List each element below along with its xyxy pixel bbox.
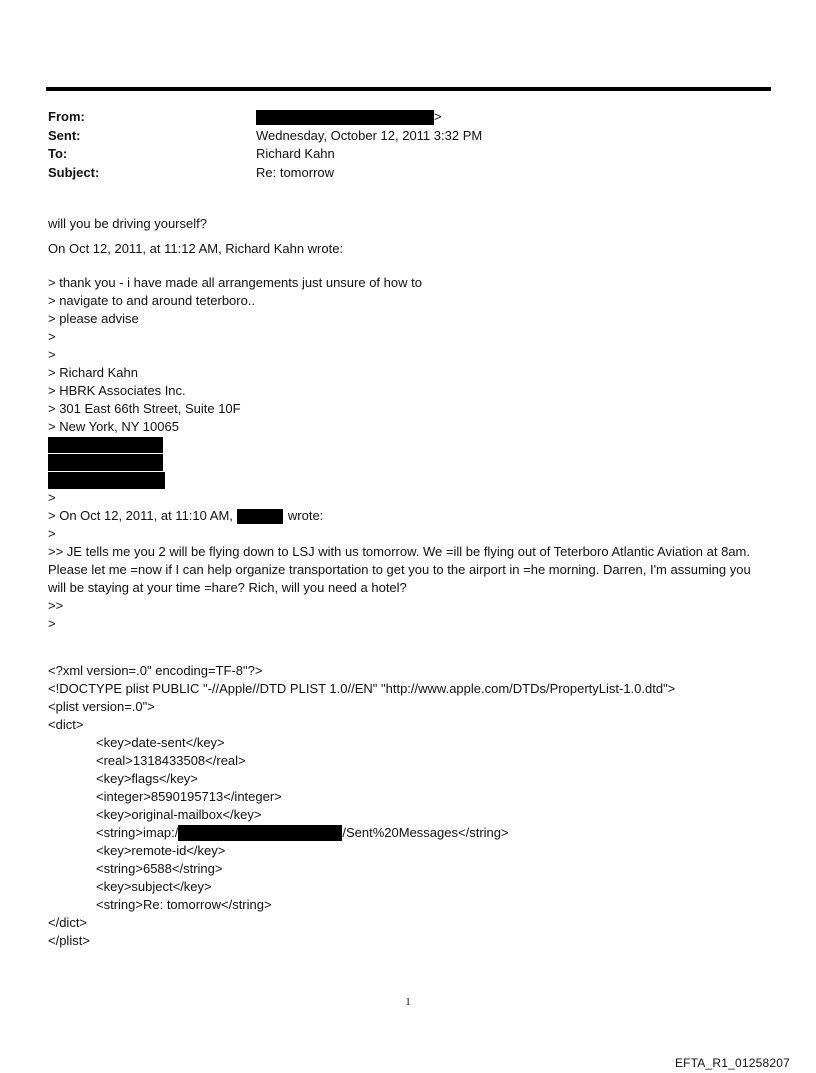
- redaction-block: [48, 437, 163, 453]
- plist-entry: <string>Re: tomorrow</string>: [96, 897, 272, 912]
- email-header: [48, 108, 748, 182]
- body-question: will you be driving yourself?: [48, 216, 207, 231]
- quote-line: > 301 East 66th Street, Suite 10F: [48, 401, 241, 416]
- plist-entry: <key>date-sent</key>: [96, 735, 225, 750]
- to-value: Richard Kahn: [256, 146, 335, 161]
- quote-line: > New York, NY 10065: [48, 419, 179, 434]
- plist-block: [48, 662, 768, 950]
- plist-close-tag: </plist>: [48, 933, 90, 948]
- sent-row: [48, 127, 748, 146]
- from-label: From:: [48, 109, 85, 124]
- from-row: [48, 108, 748, 127]
- plist-entry: <real>1318433508</real>: [96, 753, 246, 768]
- from-value: [256, 108, 442, 127]
- plist-dict-open: <dict>: [48, 717, 84, 732]
- bates-number: EFTA_R1_01258207: [674, 1056, 790, 1070]
- page-number: 1: [405, 996, 411, 1008]
- attribution-2: [48, 507, 768, 525]
- quote-line: > thank you - i have made all arrangements just unsure of how to: [48, 275, 422, 290]
- to-row: [48, 145, 748, 164]
- quote-line: > Richard Kahn: [48, 365, 138, 380]
- redaction-block: [237, 509, 283, 524]
- plist-mailbox-entry: [48, 824, 768, 842]
- mailbox-prefix: <string>imap:/: [96, 825, 179, 840]
- plist-entry: <integer>8590195713</integer>: [96, 789, 282, 804]
- from-suffix: >: [434, 109, 442, 124]
- plist-entry: <key>flags</key>: [96, 771, 198, 786]
- quote-line: >: [48, 526, 56, 541]
- attribution-1: On Oct 12, 2011, at 11:12 AM, Richard Kahn wrote:: [48, 241, 344, 256]
- quote-line: >: [48, 616, 56, 631]
- quote-line: > please advise: [48, 311, 139, 326]
- plist-doctype: <!DOCTYPE plist PUBLIC "-//Apple//DTD PLIST 1.0//EN" "http://www.apple.com/DTDs/PropertyList-1.0.dtd">: [48, 681, 676, 696]
- plist-entry: <key>subject</key>: [96, 879, 212, 894]
- quote-line: >>: [48, 598, 64, 613]
- quote-line: >: [48, 490, 56, 505]
- plist-entry: <key>remote-id</key>: [96, 843, 226, 858]
- redaction-block: [256, 110, 434, 125]
- redaction-block: [48, 454, 163, 471]
- attribution-2-suffix: wrote:: [287, 508, 324, 523]
- attribution-2-prefix: > On Oct 12, 2011, at 11:10 AM,: [48, 508, 233, 523]
- subject-value: Re: tomorrow: [256, 164, 335, 180]
- nested-quote: >> JE tells me you 2 will be flying down to LSJ with us tomorrow. We =ill be flying out of Teterboro Atlantic Aviation at 8am. Please let me =now if I can help organize transportation to get you to the airport in =he morning. Darren, I'm assuming you will be staying at your time =hare? Rich, will you need a hotel?: [48, 544, 751, 595]
- quote-line: > HBRK Associates Inc.: [48, 383, 186, 398]
- redaction-block: [178, 825, 342, 841]
- sent-label: Sent:: [48, 127, 81, 143]
- email-body: [48, 215, 768, 633]
- plist-entry: <key>original-mailbox</key>: [96, 807, 262, 822]
- signature-redactions: [48, 436, 768, 489]
- sent-value: Wednesday, October 12, 2011 3:32 PM: [256, 127, 483, 143]
- quote-line: > navigate to and around teterboro..: [48, 293, 256, 308]
- plist-open-tag: <plist version=.0">: [48, 699, 155, 714]
- mailbox-suffix: /Sent%20Messages</string>: [342, 825, 509, 840]
- plist-xml-declaration: <?xml version=.0" encoding=TF-8"?>: [48, 663, 263, 678]
- subject-row: [48, 164, 748, 183]
- redaction-block: [48, 472, 165, 489]
- plist-dict-close: </dict>: [48, 915, 88, 930]
- plist-entry: <string>6588</string>: [96, 861, 223, 876]
- to-label: To:: [48, 146, 68, 161]
- quoted-block: [48, 274, 768, 436]
- header-rule: [46, 87, 771, 91]
- subject-label: Subject:: [48, 164, 100, 180]
- quote-line: >: [48, 329, 56, 344]
- quote-line: >: [48, 347, 56, 362]
